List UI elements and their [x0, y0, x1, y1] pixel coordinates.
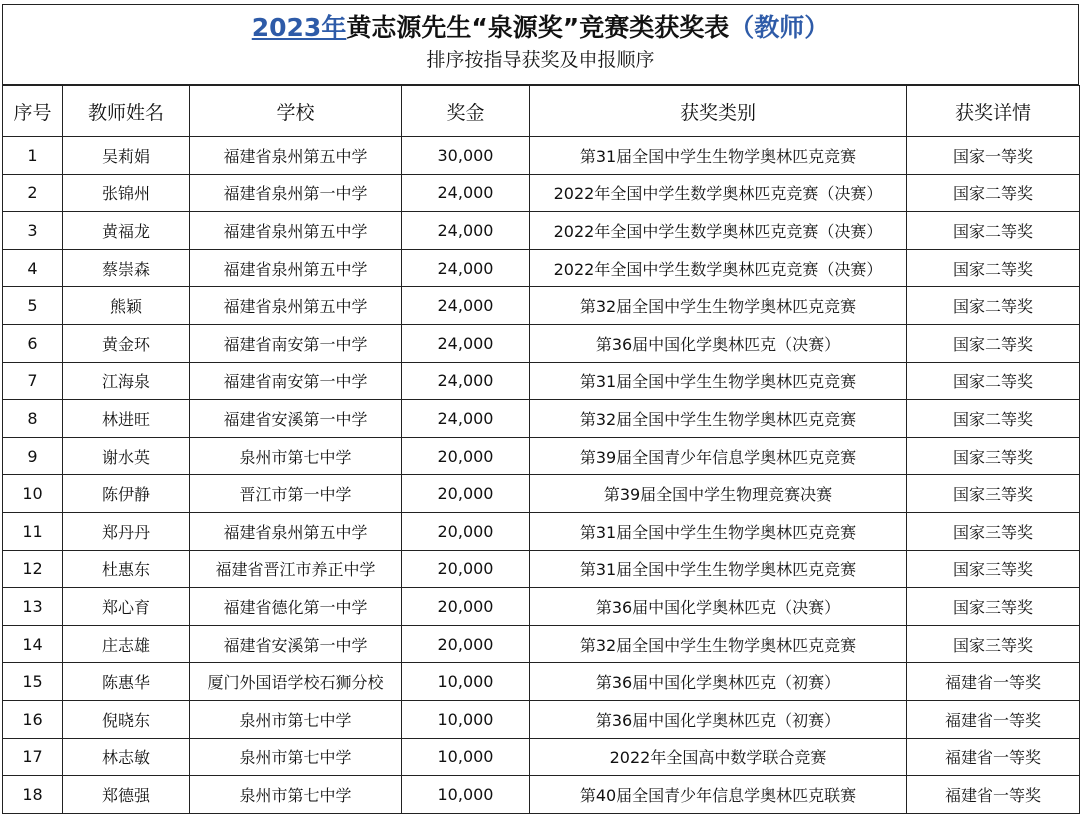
cell-prize: 10,000	[402, 700, 530, 738]
cell-category: 第39届全国青少年信息学奥林匹克竞赛	[530, 437, 907, 475]
cell-category: 2022年全国中学生数学奥林匹克竞赛（决赛）	[530, 174, 907, 212]
table-row	[3, 700, 1080, 738]
cell-school: 泉州市第七中学	[190, 738, 402, 776]
cell-index: 16	[3, 700, 63, 738]
table-row	[3, 475, 1080, 513]
cell-school: 福建省安溪第一中学	[190, 400, 402, 438]
cell-school: 福建省晋江市养正中学	[190, 550, 402, 588]
cell-detail: 国家二等奖	[907, 287, 1080, 325]
cell-category: 2022年全国高中数学联合竞赛	[530, 738, 907, 776]
cell-prize: 24,000	[402, 287, 530, 325]
cell-category: 2022年全国中学生数学奥林匹克竞赛（决赛）	[530, 212, 907, 250]
title-main: 黄志源先生“泉源奖”竞赛类获奖表	[346, 13, 730, 42]
cell-school: 福建省泉州第五中学	[190, 137, 402, 175]
column-header-prize: 奖金	[402, 86, 530, 137]
column-header-school: 学校	[190, 86, 402, 137]
cell-index: 14	[3, 625, 63, 663]
cell-school: 福建省安溪第一中学	[190, 625, 402, 663]
cell-index: 1	[3, 137, 63, 175]
cell-teacher: 谢水英	[63, 437, 190, 475]
cell-school: 泉州市第七中学	[190, 776, 402, 814]
cell-school: 福建省德化第一中学	[190, 588, 402, 626]
cell-index: 18	[3, 776, 63, 814]
table-row	[3, 738, 1080, 776]
cell-detail: 国家三等奖	[907, 588, 1080, 626]
cell-index: 9	[3, 437, 63, 475]
cell-teacher: 倪晓东	[63, 700, 190, 738]
cell-school: 泉州市第七中学	[190, 437, 402, 475]
cell-index: 6	[3, 324, 63, 362]
cell-prize: 20,000	[402, 475, 530, 513]
cell-category: 第36届中国化学奥林匹克（初赛）	[530, 700, 907, 738]
cell-index: 3	[3, 212, 63, 250]
cell-teacher: 林志敏	[63, 738, 190, 776]
cell-detail: 国家一等奖	[907, 137, 1080, 175]
title-box	[2, 4, 1079, 85]
cell-detail: 国家三等奖	[907, 512, 1080, 550]
cell-category: 第31届全国中学生生物学奥林匹克竞赛	[530, 512, 907, 550]
cell-detail: 福建省一等奖	[907, 738, 1080, 776]
cell-prize: 24,000	[402, 249, 530, 287]
cell-prize: 24,000	[402, 400, 530, 438]
table-row	[3, 137, 1080, 175]
cell-category: 第31届全国中学生生物学奥林匹克竞赛	[530, 550, 907, 588]
column-header-index: 序号	[3, 86, 63, 137]
cell-detail: 福建省一等奖	[907, 663, 1080, 701]
table-row	[3, 512, 1080, 550]
cell-category: 第36届中国化学奥林匹克（决赛）	[530, 324, 907, 362]
table-row	[3, 550, 1080, 588]
cell-teacher: 郑丹丹	[63, 512, 190, 550]
cell-teacher: 林进旺	[63, 400, 190, 438]
cell-index: 15	[3, 663, 63, 701]
cell-index: 4	[3, 249, 63, 287]
cell-category: 第39届全国中学生物理竞赛决赛	[530, 475, 907, 513]
cell-index: 11	[3, 512, 63, 550]
cell-category: 第40届全国青少年信息学奥林匹克联赛	[530, 776, 907, 814]
cell-prize: 10,000	[402, 738, 530, 776]
cell-index: 7	[3, 362, 63, 400]
table-row	[3, 362, 1080, 400]
cell-teacher: 郑心育	[63, 588, 190, 626]
cell-prize: 20,000	[402, 588, 530, 626]
award-sheet	[2, 4, 1079, 814]
table-row	[3, 400, 1080, 438]
cell-prize: 10,000	[402, 776, 530, 814]
cell-teacher: 陈伊静	[63, 475, 190, 513]
cell-prize: 24,000	[402, 174, 530, 212]
table-row	[3, 212, 1080, 250]
cell-school: 泉州市第七中学	[190, 700, 402, 738]
cell-detail: 福建省一等奖	[907, 776, 1080, 814]
cell-detail: 福建省一等奖	[907, 700, 1080, 738]
page-subtitle: 排序按指导获奖及申报顺序	[426, 49, 655, 71]
cell-teacher: 熊颖	[63, 287, 190, 325]
cell-teacher: 郑德强	[63, 776, 190, 814]
cell-detail: 国家二等奖	[907, 212, 1080, 250]
table-row	[3, 776, 1080, 814]
cell-prize: 20,000	[402, 512, 530, 550]
cell-prize: 30,000	[402, 137, 530, 175]
cell-detail: 国家三等奖	[907, 475, 1080, 513]
cell-teacher: 张锦州	[63, 174, 190, 212]
cell-school: 福建省泉州第一中学	[190, 174, 402, 212]
cell-detail: 国家三等奖	[907, 437, 1080, 475]
table-row	[3, 324, 1080, 362]
cell-teacher: 江海泉	[63, 362, 190, 400]
cell-category: 第32届全国中学生生物学奥林匹克竞赛	[530, 625, 907, 663]
cell-school: 福建省南安第一中学	[190, 362, 402, 400]
cell-teacher: 陈惠华	[63, 663, 190, 701]
cell-school: 福建省泉州第五中学	[190, 287, 402, 325]
cell-index: 12	[3, 550, 63, 588]
cell-prize: 20,000	[402, 550, 530, 588]
cell-prize: 24,000	[402, 324, 530, 362]
table-row	[3, 287, 1080, 325]
cell-index: 17	[3, 738, 63, 776]
table-row	[3, 588, 1080, 626]
cell-category: 第31届全国中学生生物学奥林匹克竞赛	[530, 137, 907, 175]
column-header-detail: 获奖详情	[907, 86, 1080, 137]
cell-detail: 国家二等奖	[907, 174, 1080, 212]
table-row	[3, 663, 1080, 701]
cell-prize: 20,000	[402, 625, 530, 663]
cell-prize: 24,000	[402, 362, 530, 400]
cell-prize: 24,000	[402, 212, 530, 250]
cell-teacher: 黄金环	[63, 324, 190, 362]
cell-index: 10	[3, 475, 63, 513]
cell-detail: 国家二等奖	[907, 362, 1080, 400]
cell-teacher: 杜惠东	[63, 550, 190, 588]
cell-school: 福建省泉州第五中学	[190, 212, 402, 250]
cell-teacher: 黄福龙	[63, 212, 190, 250]
cell-teacher: 庄志雄	[63, 625, 190, 663]
cell-index: 13	[3, 588, 63, 626]
cell-detail: 国家三等奖	[907, 625, 1080, 663]
cell-category: 第32届全国中学生生物学奥林匹克竞赛	[530, 400, 907, 438]
title-tag: （教师）	[729, 13, 830, 42]
table-row	[3, 437, 1080, 475]
cell-index: 5	[3, 287, 63, 325]
cell-category: 2022年全国中学生数学奥林匹克竞赛（决赛）	[530, 249, 907, 287]
page-title	[3, 5, 1078, 43]
cell-category: 第31届全国中学生生物学奥林匹克竞赛	[530, 362, 907, 400]
cell-category: 第32届全国中学生生物学奥林匹克竞赛	[530, 287, 907, 325]
cell-index: 8	[3, 400, 63, 438]
column-header-category: 获奖类别	[530, 86, 907, 137]
cell-school: 厦门外国语学校石狮分校	[190, 663, 402, 701]
table-row	[3, 249, 1080, 287]
title-year: 2023年	[251, 13, 347, 42]
cell-school: 福建省泉州第五中学	[190, 249, 402, 287]
table-header-row	[3, 86, 1080, 137]
column-header-teacher: 教师姓名	[63, 86, 190, 137]
cell-detail: 国家二等奖	[907, 400, 1080, 438]
cell-detail: 国家二等奖	[907, 249, 1080, 287]
cell-school: 福建省泉州第五中学	[190, 512, 402, 550]
cell-school: 福建省南安第一中学	[190, 324, 402, 362]
award-table	[2, 85, 1080, 814]
cell-detail: 国家三等奖	[907, 550, 1080, 588]
cell-school: 晋江市第一中学	[190, 475, 402, 513]
table-row	[3, 174, 1080, 212]
cell-teacher: 吴莉娟	[63, 137, 190, 175]
cell-prize: 10,000	[402, 663, 530, 701]
cell-category: 第36届中国化学奥林匹克（决赛）	[530, 588, 907, 626]
cell-index: 2	[3, 174, 63, 212]
cell-detail: 国家二等奖	[907, 324, 1080, 362]
cell-prize: 20,000	[402, 437, 530, 475]
cell-category: 第36届中国化学奥林匹克（初赛）	[530, 663, 907, 701]
cell-teacher: 蔡崇森	[63, 249, 190, 287]
table-row	[3, 625, 1080, 663]
